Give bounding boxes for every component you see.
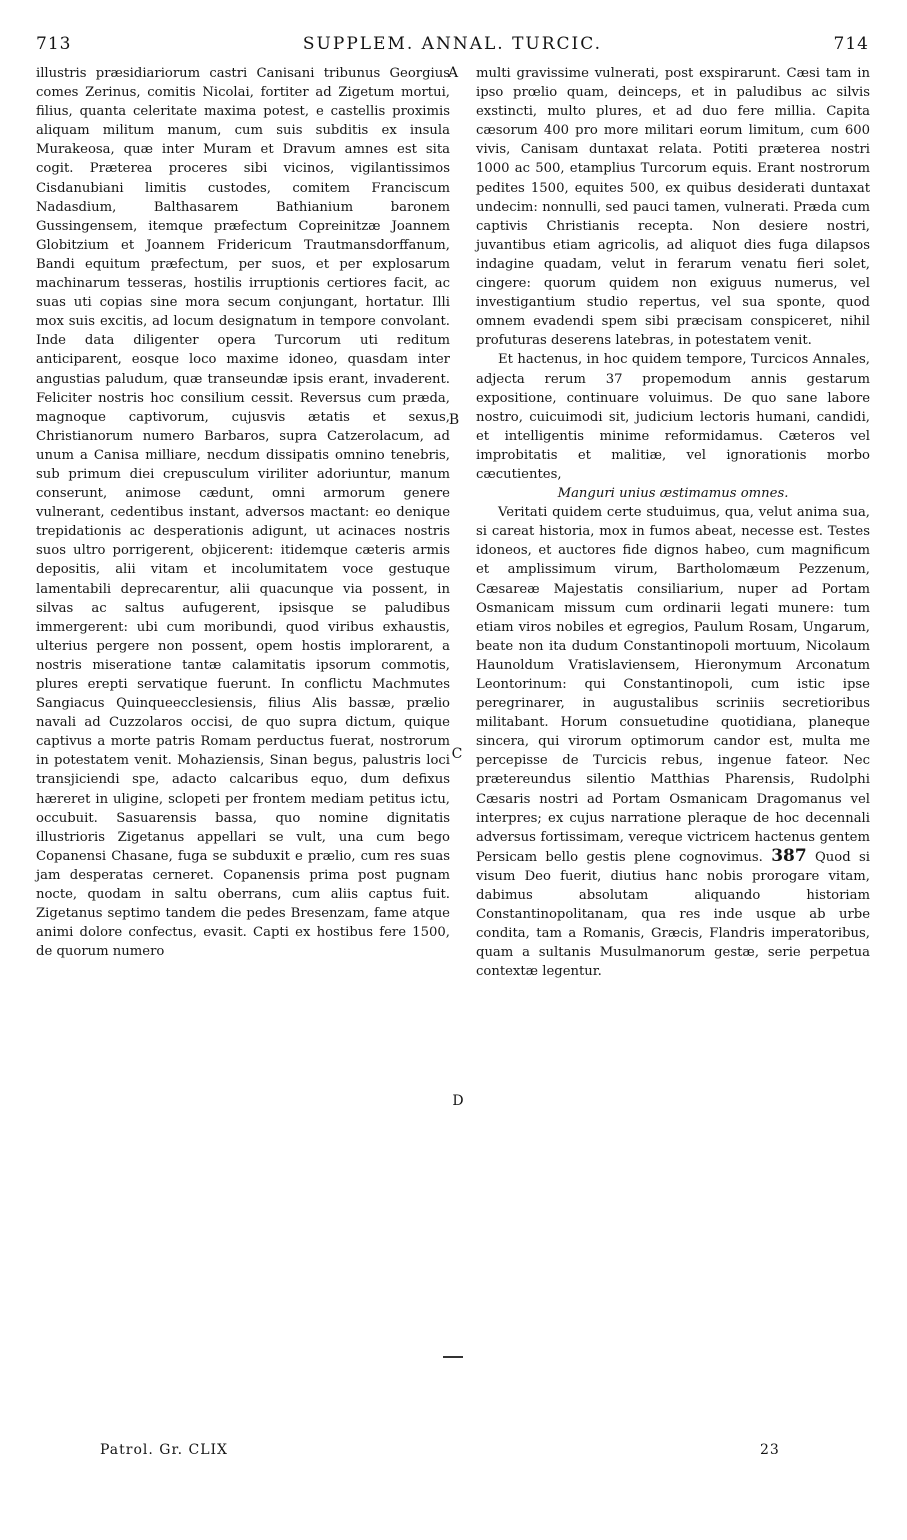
section-marker-a: A [447, 65, 459, 81]
left-column [36, 64, 450, 961]
paragraph-3-end: Quod si visum Deo fuerit, diutius hanc nobis prorogare vitam, dabimus absolutam aliquando historiam Constantinopolitanam, qua res inde usque ab urbe condita, tam a Romanis, Græcis, Flandris imperatoribus, quam a sultanis Musulmanorum gestæ, serie perpetua contextæ legentur. [476, 849, 870, 980]
section-marker-b: B [448, 412, 460, 428]
section-marker-d: D [452, 1093, 464, 1109]
footer-source: Patrol. Gr. CLIX [100, 1442, 229, 1458]
right-paragraph-1: multi gravissime vulnerati, post exspirarunt. Cæsi tam in ipso prœlio quam, deinceps, et in paludibus ac silvis exstincti, multo plures, et ad duo fere millia. Capita cæsorum 400 pro more militari eorum limitum, cum 600 vivis, Canisam duntaxat relata. Potiti præterea nostri 1000 ac 500, etamplius Turcorum equis. Erant nostrorum pedites 1500, equites 500, ex quibus desiderati duntaxat undecim: nonnulli, sed pauci tamen, vulnerati. Præda cum captivis Christianis recepta. Non desiere nostri, juvantibus etiam agricolis, ad aliquot dies fuga dilapsos indagine quadam, velut in ferarum venatu fieri solet, cingere: quorum quidem non exiguus numerus, vel investigantium studio repertus, vel sua sponte, quod omnem evadendi spem sibi præcisam conspiceret, nihil profuturas deserens latebras, in potestatem venit. [476, 66, 870, 349]
right-column [476, 64, 870, 982]
end-dash [443, 1356, 463, 1358]
right-paragraph-2: Et hactenus, in hoc quidem tempore, Turcicos Annales, adjecta rerum 37 propemodum annis gestarum expositione, continuare voluimus. De quo sane labore nostro, cuicuimodi sit, judicium lectoris humani, candidi, et intelligentis minime reformidamus. Cæteros vel improbitatis et malitiæ, vel ignorationis morbo cæcutientes, [476, 352, 870, 482]
running-header [36, 34, 869, 58]
left-column-text: illustris præsidiariorum castri Canisani tribunus Georgius comes Zerinus, comitis Nicolai, fortiter ad Zigetum mortui, filius, quanta celeritate maxima potest, e castellis proximis aliquam militum manum, cum suis subditis ex insula Murakeosa, quæ inter Muram et Dravum amnes est sita cogit. Præterea proceres sibi vicinos, vigilantissimos Cisdanubiani limitis custodes, comitem Franciscum Nadasdium, Balthasarem Bathianium baronem Gussingensem, itemque præfectum Copreinitzæ Joannem Globitzium et Joannem Fridericum Trautmansdorffanum, Bandi equitum præfectum, per suos, et per explosarum machinarum tesseras, hostilis irruptionis certiores facit, ac suas uti copias sine mora secum conjungant, hortatur. Illi mox suis excitis, ad locum designatum in tempore convolant. Inde data diligenter opera Turcorum uti reditum anticiparent, eosque loco maxime idoneo, quasdam inter angustias paludum, quæ transeundæ ipsis erant, invaderent. Feliciter nostris hoc consilium cessit. Reversus cum præda, magnoque captivorum, cujusvis ætatis et sexus, Christianorum numero Barbaros, supra Catzerolacum, ad unum a Canisa milliare, necdum dissipatis omnino tenebris, sub primum diei crepusculum viriliter adoriuntur, manum conserunt, animose cædunt, omni armorum genere vulnerant, cedentibus instant, adversos mactant: eo denique trepidationis ac desperationis adigunt, ut acinaces nostris suos ultro porrigerent, objicerent: itidemque cæteris armis depositis, alii vitam et incolumitatem voce gestuque lamentabili deprecarentur, alii quacunque via possent, in silvas ac saltus aufugerent, ipsisque se paludibus immergerent: ubi cum moribundi, quod viribus exhaustis, ulterius pergere non possent, opem hostis implorarent, a nostris miseratione tantæ calamitatis ipsorum commotis, plures erepti servatique fuerunt. In conflictu Machmutes Sangiacus Quinqueecclesiensis, filius Alis bassæ, prælio navali ad Cuzzolaros occisi, de quo supra dictum, quique captivus a morte patris Romam perductus fuerat, nostrorum in potestatem venit. Mohaziensis, Sinan begus, palustris loci transjiciendi spe, adacto calcaribus equo, dum defixus hæreret in uligine, sclopeti per frontem mediam petitus ictu, occubuit. Sasuarensis bassa, quo nomine dignitatis illustrioris Zigetanus appellari se vult, una cum bego Copanensi Chasane, fuga se subduxit e prælio, cum res suas jam desperatas cerneret. Copanensis prima post pugnam nocte, quodam in saltu oberrans, cum aliis captus fuit. Zigetanus septimo tandem die pedes Bresenzam, fame atque animi dolore confectus, evasit. Capti ex hostibus fere 1500, de quorum numero [36, 66, 450, 960]
paragraph-3-start: Veritati quidem certe studuimus, qua, velut anima sua, si careat historia, mox in fumos abeat, necesse est. Testes idoneos, et auctores fide dignos habeo, cum magnificum et amplissimum virum, Bartholomæum Pezzenum, Cæsareæ Majestatis consiliarium, nuper ad Portam Osmanicam missum cum ordinarii legati munere: tum etiam viros nobiles et egregios, Paulum Rosam, Ungarum, beate non ita dudum Constantinopoli mortuum, Nicolaum Haunoldum Vratislaviensem, Hieronymum Arconatum Leontorinum: qui Constantinopoli, cum istic ipse peregrinarer, in augustalibus scriniis secretioribus militabant. Horum consuetudine quotidiana, planeque sincera, qui virorum optimorum candor est, multa me percepisse de Turcicis rebus, ingenue fateor. Nec prætereundus silentio Matthias Pharensis, Rudolphi Cæsaris nostri ad Portam Osmanicam Dragomanus vel interpres; ex cujus narratione pleraque de hoc decennali adversus fortissimam, vereque victricem hactenus gentem Persicam bello gestis plene cognovimus. [476, 505, 870, 865]
page-number-right: 714 [833, 34, 869, 54]
footer-signature: 23 [760, 1442, 780, 1458]
column-number: 387 [771, 845, 807, 866]
section-marker-c: C [451, 746, 463, 762]
right-paragraph-3 [476, 503, 870, 981]
page-number-left: 713 [36, 34, 72, 54]
motto-line: Manguri unius æstimamus omnes. [557, 486, 789, 502]
running-title: SUPPLEM. ANNAL. TURCIC. [302, 34, 603, 54]
